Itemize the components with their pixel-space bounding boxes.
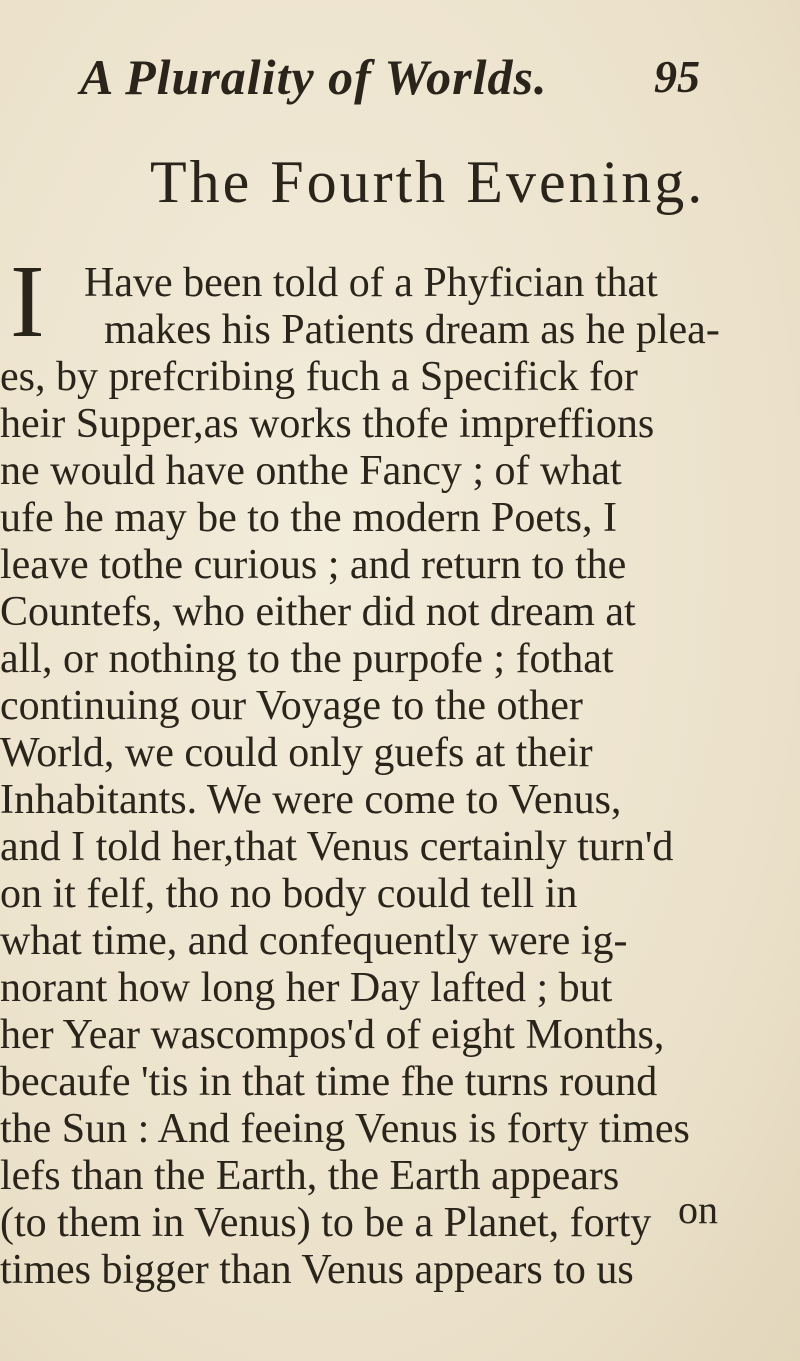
text-line: continuing our Voyage to the other xyxy=(0,683,583,729)
text-line: on it felf, tho no body could tell in xyxy=(0,871,578,917)
text-line: all, or nothing to the purpofe ; fothat xyxy=(0,636,614,682)
text-line: Countefs, who either did not dream at xyxy=(0,589,636,635)
text-line: (to them in Venus) to be a Planet, forty xyxy=(0,1200,652,1246)
text-line: the Sun : And feeing Venus is forty times xyxy=(0,1106,690,1152)
text-line: heir Supper,as works thofe impreffions xyxy=(0,401,655,447)
catchword: on xyxy=(678,1187,718,1232)
drop-cap: I xyxy=(10,244,45,359)
running-head xyxy=(80,48,700,108)
text-line: becaufe 'tis in that time fhe turns round xyxy=(0,1059,658,1105)
page-number: 95 xyxy=(654,51,700,102)
text-line: ufe he may be to the modern Poets, I xyxy=(0,495,617,541)
text-line: what time, and confequently were ig- xyxy=(0,918,628,964)
text-line: lefs than the Earth, the Earth appears xyxy=(0,1153,620,1199)
text-line: makes his Patients dream as he plea- xyxy=(104,307,720,353)
text-line: ne would have onthe Fancy ; of what xyxy=(0,448,622,494)
text-line: norant how long her Day lafted ; but xyxy=(0,965,613,1011)
text-line: her Year wascompos'd of eight Months, xyxy=(0,1012,665,1058)
chapter-title: The Fourth Evening. xyxy=(150,149,706,215)
text-line: Have been told of a Phyfician that xyxy=(84,260,658,306)
text-line: World, we could only guefs at their xyxy=(0,730,593,776)
text-line: leave tothe curious ; and return to the xyxy=(0,542,627,588)
running-title: A Plurality of Worlds. xyxy=(80,49,548,105)
text-line: and I told her,that Venus certainly turn'd xyxy=(0,824,674,870)
text-line: es, by prefcribing fuch a Specifick for xyxy=(0,354,638,400)
text-line: Inhabitants. We were come to Venus, xyxy=(0,777,622,823)
text-line: times bigger than Venus appears to us xyxy=(0,1247,634,1293)
